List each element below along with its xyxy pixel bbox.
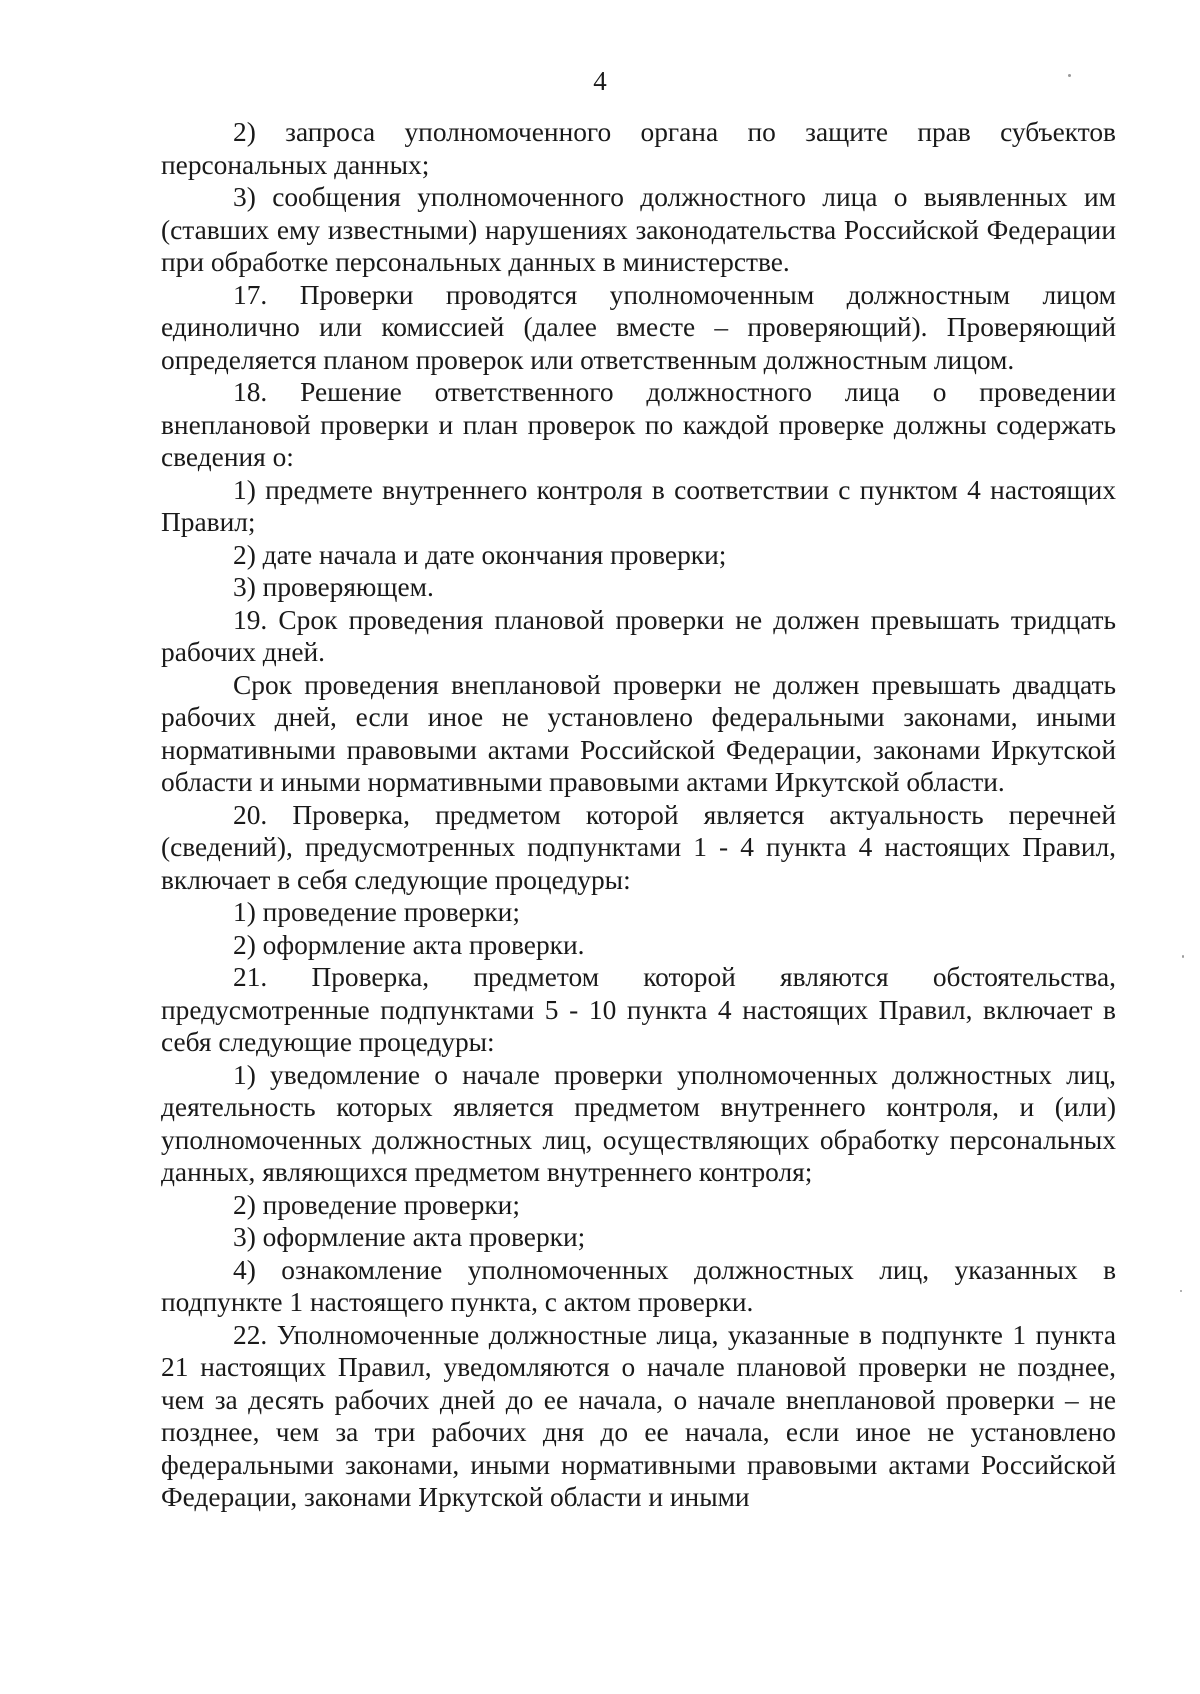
- paragraph: Срок проведения внеплановой проверки не должен превышать двадцать рабочих дней, если иное не установлено федеральными законами, иными нормативными правовыми актами Российской Федерации, законами Иркутской области и иными нормативными правовыми актами Иркутской области.: [161, 669, 1116, 797]
- paragraph: 21. Проверка, предметом которой являются обстоятельства, предусмотренные подпунктами 5 - 10 пункта 4 настоящих Правил, включает в себя следующие процедуры:: [161, 962, 1116, 1057]
- paragraph: 2) оформление акта проверки.: [233, 929, 585, 960]
- paragraph: 17. Проверки проводятся уполномоченным должностным лицом единолично или комиссией (далее вместе – проверяющий). Проверяющий определяется планом проверок или ответственным должностным лицом.: [161, 279, 1116, 375]
- document-body: [161, 116, 1116, 1514]
- paragraph: 20. Проверка, предметом которой является актуальность перечней (сведений), предусмотренных подпунктами 1 - 4 пункта 4 настоящих Правил, включает в себя следующие процедуры:: [161, 799, 1116, 895]
- paragraph: 1) предмете внутреннего контроля в соответствии с пунктом 4 настоящих Правил;: [161, 474, 1116, 537]
- paragraph: 19. Срок проведения плановой проверки не должен превышать тридцать рабочих дней.: [161, 604, 1116, 667]
- paragraph: 3) сообщения уполномоченного должностного лица о выявленных им (ставших ему известными) нарушениях законодательства Российской Федерации при обработке персональных данных в министерстве.: [161, 182, 1116, 277]
- paragraph: 2) запроса уполномоченного органа по защите прав субъектов персональных данных;: [161, 117, 1116, 180]
- scan-speck: [1182, 955, 1184, 958]
- paragraph: 3) проверяющем.: [233, 572, 434, 602]
- paragraph: 2) проведение проверки;: [233, 1189, 520, 1220]
- scan-speck: [1068, 74, 1071, 77]
- paragraph: 18. Решение ответственного должностного лица о проведении внеплановой проверки и план проверок по каждой проверке должны содержать сведения о:: [161, 377, 1116, 472]
- page-number: 4: [593, 66, 607, 96]
- paragraph: 1) уведомление о начале проверки уполномоченных должностных лиц, деятельность которых является предметом внутреннего контроля, и (или) уполномоченных должностных лиц, осуществляющих обработку персональных данных, являющихся предметом внутреннего контроля;: [161, 1059, 1116, 1187]
- paragraph: 22. Уполномоченные должностные лица, указанные в подпункте 1 пункта 21 настоящих Правил, уведомляются о начале плановой проверки не позднее, чем за десять рабочих дней до ее начала, о начале внеплановой проверки – не позднее, чем за три рабочих дня до ее начала, если иное не установлено федеральными законами, иными нормативными правовыми актами Российской Федерации, законами Иркутской области и иными: [161, 1319, 1116, 1512]
- scan-speck: [1180, 1290, 1182, 1292]
- paragraph: 2) дате начала и дате окончания проверки;: [233, 539, 727, 570]
- paragraph: 4) ознакомление уполномоченных должностных лиц, указанных в подпункте 1 настоящего пункта, с актом проверки.: [161, 1254, 1116, 1317]
- paragraph: 3) оформление акта проверки;: [233, 1222, 586, 1252]
- paragraph: 1) проведение проверки;: [233, 897, 520, 927]
